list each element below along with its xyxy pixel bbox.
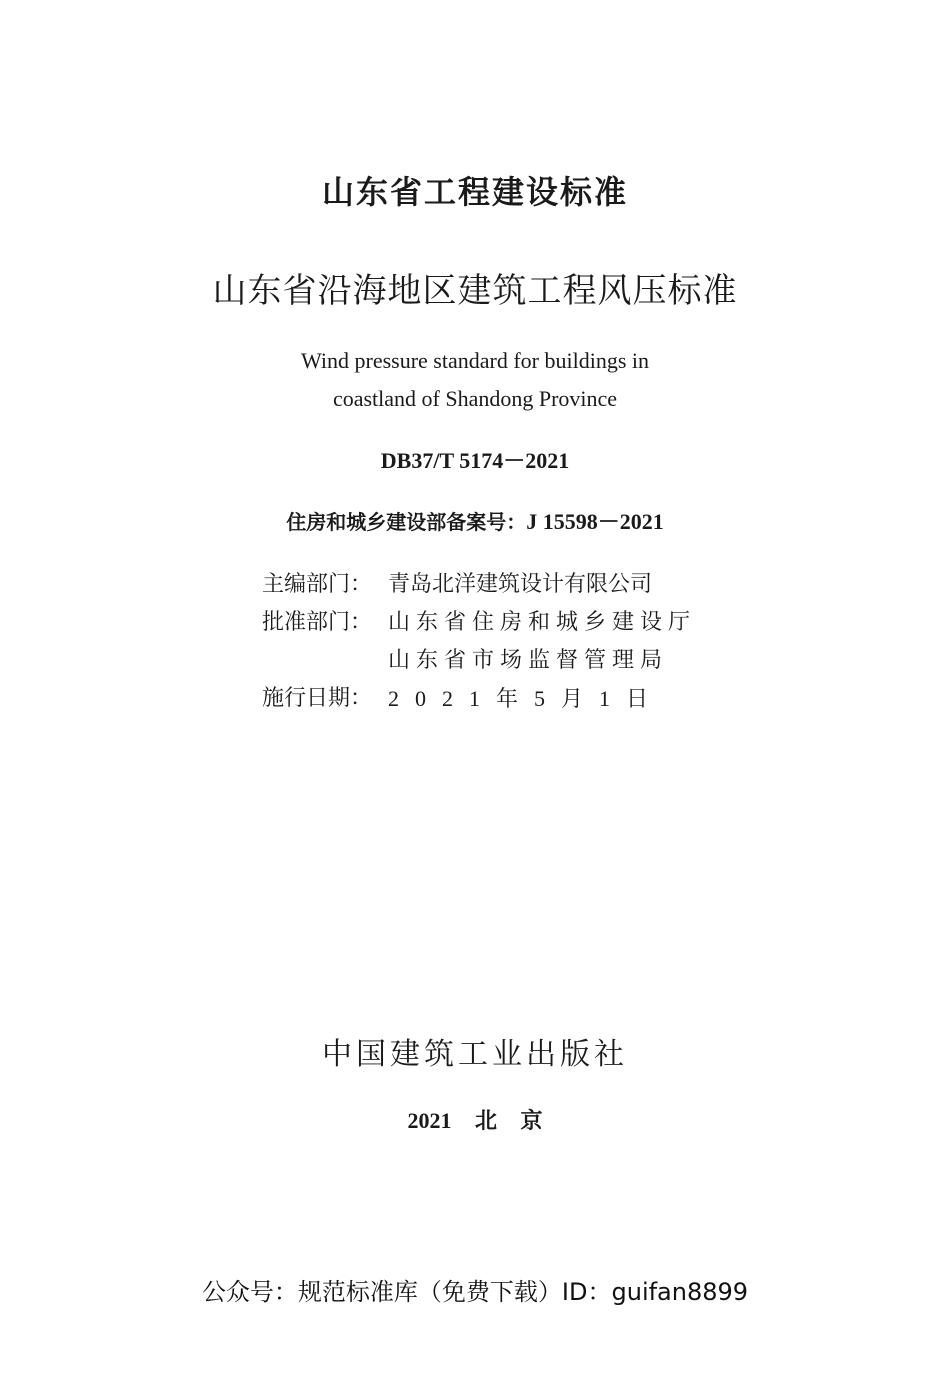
- document-title-chinese: 山东省沿海地区建筑工程风压标准: [212, 271, 738, 311]
- standard-number: DB37/T 5174－2021: [380, 448, 570, 473]
- document-info-block: [262, 566, 712, 718]
- editor-label: 主编部门：: [262, 572, 373, 597]
- effective-date-row: [262, 680, 712, 718]
- title-english-line-2: coastland of Shandong Province: [332, 386, 618, 411]
- approver-label: 批准部门：: [262, 610, 373, 635]
- filing-label: 住房和城乡建设部备案号：: [286, 510, 527, 534]
- filing-record: [0, 505, 950, 539]
- footer-watermark-text: 公众号：规范标准库（免费下载）ID：guifan8899: [201, 1278, 749, 1306]
- editor-value: 青岛北洋建筑设计有限公司: [388, 572, 653, 597]
- title-english-line-1: Wind pressure standard for buildings in: [301, 348, 649, 373]
- filing-number: J 15598－2021: [526, 509, 664, 534]
- publisher-name: 中国建筑工业出版社: [322, 1037, 628, 1072]
- approver-value-1: 山东省住房和城乡建设厅: [388, 610, 697, 635]
- publish-year-place: 2021 北 京: [407, 1108, 543, 1133]
- effective-date-label: 施行日期：: [262, 686, 373, 711]
- approver-row: [262, 604, 712, 642]
- approver-row-2: [262, 642, 712, 680]
- editor-row: [262, 566, 712, 604]
- effective-date-value: 2021年5月1日: [388, 686, 665, 711]
- document-title-english: [0, 342, 950, 418]
- approver-value-2: 山东省市场监督管理局: [388, 648, 669, 673]
- series-title: 山东省工程建设标准: [321, 173, 628, 211]
